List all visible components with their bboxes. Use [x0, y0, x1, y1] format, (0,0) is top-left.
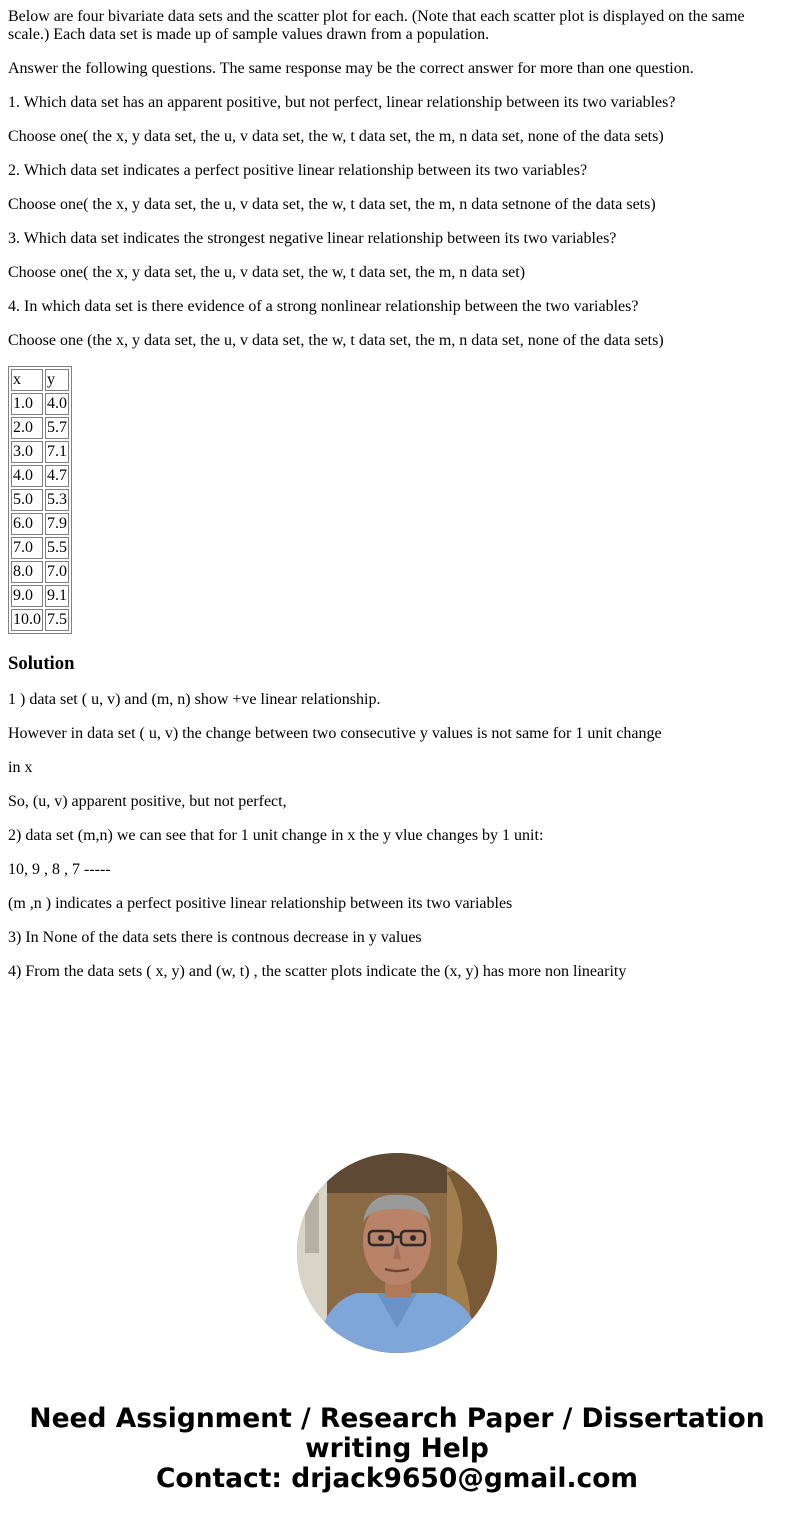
table-cell: 9.1 [45, 585, 69, 607]
table-cell: 5.0 [11, 489, 43, 511]
question-4-choices: Choose one (the x, y data set, the u, v data set, the w, t data set, the m, n data set, none of the data sets) [8, 332, 664, 349]
table-cell: 1.0 [11, 393, 43, 415]
table-cell: 7.1 [45, 441, 69, 463]
intro-paragraph-1: Below are four bivariate data sets and the scatter plot for each. (Note that each scatter plot is displayed on the same scale.) Each data set is made up of sample values drawn from a population. [8, 8, 745, 43]
solution-heading: Solution [8, 653, 75, 674]
solution-line: 2) data set (m,n) we can see that for 1 unit change in x the y vlue changes by 1 unit: [8, 827, 544, 844]
table-cell: 5.7 [45, 417, 69, 439]
table-header-cell: y [45, 369, 69, 391]
table-cell: 7.5 [45, 609, 69, 631]
solution-line: 4) From the data sets ( x, y) and (w, t) , the scatter plots indicate the (x, y) has more non linearity [8, 963, 627, 980]
table-row [11, 561, 69, 583]
intro-paragraph-2: Answer the following questions. The same response may be the correct answer for more than one question. [8, 60, 694, 77]
solution-line: (m ,n ) indicates a perfect positive linear relationship between its two variables [8, 895, 513, 912]
promo-line-2: writing Help [305, 1433, 489, 1464]
table-header-row [11, 369, 69, 391]
solution-line: 1 ) data set ( u, v) and (m, n) show +ve linear relationship. [8, 691, 381, 708]
table-cell: 4.7 [45, 465, 69, 487]
question-2: 2. Which data set indicates a perfect positive linear relationship between its two variables? [8, 162, 588, 179]
solution-line: in x [8, 759, 33, 776]
question-3-choices: Choose one( the x, y data set, the u, v data set, the w, t data set, the m, n data set) [8, 264, 526, 281]
promo-contact: Contact: drjack9650@gmail.com [155, 1463, 639, 1494]
question-2-choices: Choose one( the x, y data set, the u, v data set, the w, t data set, the m, n data setnone of the data sets) [8, 196, 656, 213]
data-table [8, 366, 72, 634]
question-1: 1. Which data set has an apparent positive, but not perfect, linear relationship between its two variables? [8, 94, 676, 111]
table-header-cell: x [11, 369, 43, 391]
solution-line: So, (u, v) apparent positive, but not perfect, [8, 793, 287, 810]
table-row [11, 513, 69, 535]
solution-line: However in data set ( u, v) the change between two consecutive y values is not same for 1 unit change [8, 725, 662, 742]
table-cell: 5.5 [45, 537, 69, 559]
table-cell: 8.0 [11, 561, 43, 583]
document-body [8, 0, 786, 981]
table-cell: 7.9 [45, 513, 69, 535]
table-cell: 5.3 [45, 489, 69, 511]
table-row [11, 537, 69, 559]
table-cell: 7.0 [45, 561, 69, 583]
table-cell: 7.0 [11, 537, 43, 559]
table-cell: 6.0 [11, 513, 43, 535]
table-cell: 10.0 [11, 609, 43, 631]
tutor-avatar [297, 1153, 497, 1353]
table-row [11, 585, 69, 607]
table-row [11, 417, 69, 439]
question-1-choices: Choose one( the x, y data set, the u, v data set, the w, t data set, the m, n data set, none of the data sets) [8, 128, 664, 145]
table-cell: 2.0 [11, 417, 43, 439]
avatar-portrait-icon [297, 1153, 497, 1353]
promo-line-1: Need Assignment / Research Paper / Dissertation [29, 1403, 765, 1434]
table-row [11, 609, 69, 631]
solution-line: 10, 9 , 8 , 7 ----- [8, 861, 111, 878]
solution-line: 3) In None of the data sets there is contnous decrease in y values [8, 929, 422, 946]
table-cell: 9.0 [11, 585, 43, 607]
table-row [11, 465, 69, 487]
promo-footer [0, 1404, 794, 1494]
table-cell: 3.0 [11, 441, 43, 463]
question-4: 4. In which data set is there evidence of a strong nonlinear relationship between the two variables? [8, 298, 639, 315]
table-row [11, 441, 69, 463]
table-cell: 4.0 [11, 465, 43, 487]
table-row [11, 489, 69, 511]
question-3: 3. Which data set indicates the strongest negative linear relationship between its two variables? [8, 230, 617, 247]
table-cell: 4.0 [45, 393, 69, 415]
table-row [11, 393, 69, 415]
